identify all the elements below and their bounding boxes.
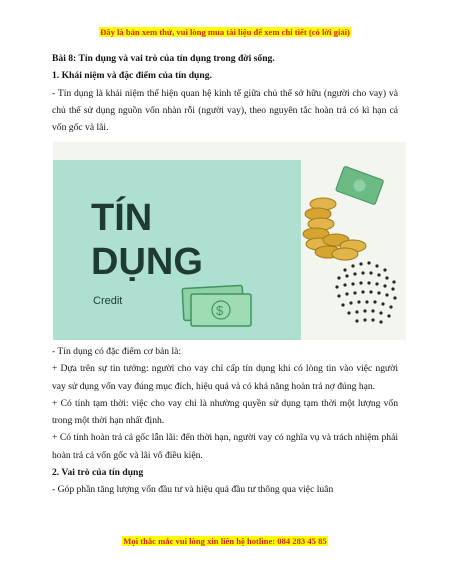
money-bills-icon (182, 285, 251, 326)
preview-banner (0, 27, 450, 37)
lesson-title: Bài 8: Tín dụng và vai trò của tín dụng trong đời sống. (52, 53, 275, 64)
credit-illustration-art (53, 142, 406, 340)
tin-word: TÍN (91, 197, 153, 239)
dung-word: DỤNG (91, 241, 203, 283)
document-body-continued (52, 343, 398, 499)
credit-illustration (53, 142, 406, 340)
document-body (52, 50, 398, 136)
credit-caption: Credit (93, 295, 123, 307)
hotline-banner (0, 536, 450, 546)
section1-heading: 1. Khái niệm và đặc điểm của tín dụng. (52, 70, 212, 82)
feature-repayment: + Có tính hoàn trả cả gốc lẫn lãi: đến thời hạn, người vay có nghĩa vụ và trách nhiệm phải hoàn trả cả vốn gốc và lãi vô điều kiện. (52, 432, 398, 461)
features-intro: - Tín dụng có đặc điểm cơ bản là: (52, 346, 182, 357)
feature-temporary: + Có tính tạm thời: việc cho vay chỉ là nhường quyền sử dụng tạm thời một lượng vốn trong một thời hạn nhất định. (52, 397, 398, 427)
hotline-banner-text: Mọi thắc mắc vui lòng xin liên hệ hotline: 084 283 45 85 (123, 536, 327, 546)
feature-trust: + Dựa trên sự tin tưởng: người cho vay chỉ cấp tín dụng khi có lòng tin vào việc người vay sử dụng vốn vay đúng mục đích, hiệu quả và có khả năng hoàn trả nợ đúng hạn. (52, 363, 398, 392)
svg-text:$: $ (216, 303, 224, 318)
preview-banner-text: Đây là bản xem thử, vui lòng mua tài liệu để xem chi tiết (có lời giải) (100, 27, 350, 37)
section2-heading: 2. Vai trò của tín dụng (52, 467, 144, 479)
section1-paragraph: - Tín dụng là khái niệm thể hiện quan hệ kinh tế giữa chủ thể sở hữu (người cho vay) và chủ thể sử dụng nguồn vốn nhàn rỗi (người vay), theo nguyên tắc hoàn trả có kì hạn cả vốn gốc và lãi. (52, 87, 398, 134)
section2-paragraph: - Góp phần tăng lượng vốn đầu tư và hiệu quả đầu tư thông qua việc luân (52, 484, 334, 496)
